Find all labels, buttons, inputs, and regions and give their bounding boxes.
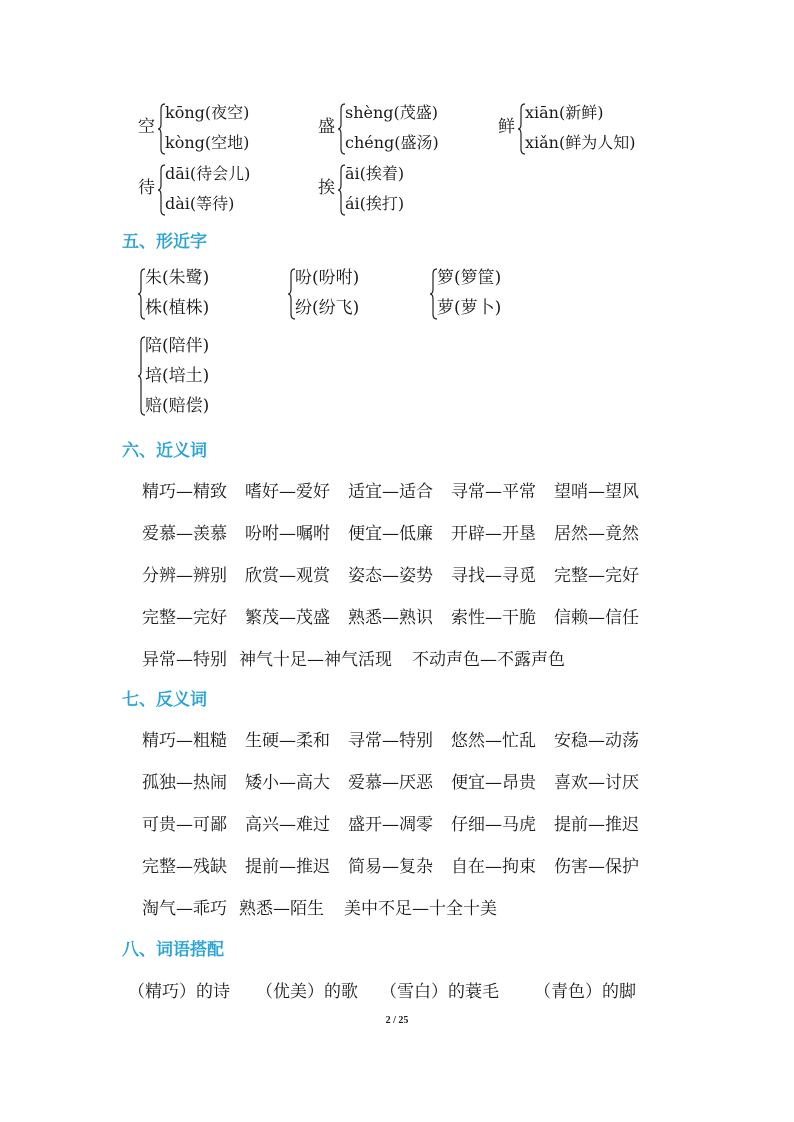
similar-char-item: 萝(萝卜) [437, 298, 502, 318]
synonym-row-item: 便宜—低廉 [348, 524, 433, 544]
antonym-row-item: 安稳—动荡 [554, 731, 639, 751]
similar-char-item: 箩(箩筐) [437, 268, 502, 288]
polyphone-reading: kōng(夜空) [165, 103, 250, 122]
similar-char-item: 株(植株) [145, 298, 210, 318]
synonym-row-item: 神气十足—神气活现 [239, 650, 392, 670]
synonym-row-item: 开辟—开垦 [451, 524, 536, 544]
polyphone-reading: chéng(盛汤) [345, 133, 439, 152]
antonym-row [142, 898, 497, 920]
synonym-row-item: 熟悉—熟识 [348, 608, 433, 628]
section-heading-collocation: 八、词语搭配 [122, 940, 224, 960]
antonym-row-item: 提前—推迟 [245, 857, 330, 877]
polyphone-char: 盛 [318, 117, 335, 137]
antonym-row-item: 精巧—粗糙 [142, 731, 227, 751]
synonym-row [142, 523, 639, 545]
antonym-row-item: 伤害—保护 [554, 857, 639, 877]
synonym-row-item: 完整—完好 [554, 566, 639, 586]
synonym-row-item: 不动声色—不露声色 [412, 650, 565, 670]
page-number: 2 / 25 [385, 1015, 409, 1026]
similar-char-item: 吩(吩咐) [295, 268, 360, 288]
antonym-row-item: 淘气—乖巧 [142, 899, 227, 919]
synonym-row-item: 欣赏—观赏 [245, 566, 330, 586]
similar-char-item: 赔(赔偿) [145, 396, 210, 416]
polyphone-char: 空 [138, 117, 155, 137]
synonym-row-item: 精巧—精致 [142, 482, 227, 502]
synonym-row-item: 寻找—寻觅 [451, 566, 536, 586]
synonym-row-item: 适宜—适合 [348, 482, 433, 502]
synonym-row-item: 望哨—望风 [554, 482, 639, 502]
synonym-row [142, 565, 639, 587]
polyphone-reading: xiǎn(鲜为人知) [525, 133, 636, 152]
synonym-row-item: 吩咐—嘱咐 [245, 524, 330, 544]
polyphone-reading: dāi(待会儿) [165, 164, 251, 183]
polyphone-reading: ái(挨打) [345, 194, 405, 213]
antonym-row-item: 寻常—特别 [348, 731, 433, 751]
collocation-item: （精巧）的诗 [128, 982, 230, 1002]
antonym-row-item: 完整—残缺 [142, 857, 227, 877]
similar-char-item: 纷(纷飞) [295, 298, 360, 318]
synonym-row-item: 异常—特别 [142, 650, 227, 670]
collocation-item: （优美）的歌 [256, 982, 358, 1002]
collocation-item: （雪白）的蓑毛 [380, 982, 499, 1002]
antonym-row-item: 孤独—热闹 [142, 773, 227, 793]
antonym-row-item: 熟悉—陌生 [239, 899, 324, 919]
section-heading-antonyms: 七、反义词 [122, 690, 207, 710]
synonym-row-item: 信赖—信任 [554, 608, 639, 628]
synonym-row-item: 爱慕—羡慕 [142, 524, 227, 544]
antonym-row [142, 772, 639, 794]
antonym-row-item: 喜欢—讨厌 [554, 773, 639, 793]
antonym-row-item: 便宜—昂贵 [451, 773, 536, 793]
antonym-row-item: 简易—复杂 [348, 857, 433, 877]
synonym-row-item: 索性—干脆 [451, 608, 536, 628]
antonym-row [142, 730, 639, 752]
similar-char-item: 朱(朱鹭) [145, 268, 210, 288]
synonym-row-item: 分辨—辨别 [142, 566, 227, 586]
section-heading-similar-chars: 五、形近字 [122, 232, 207, 252]
polyphone-char: 待 [138, 178, 155, 198]
polyphone-char: 挨 [318, 178, 335, 198]
synonym-row-item: 姿态—姿势 [348, 566, 433, 586]
similar-char-item: 培(培土) [145, 366, 210, 386]
antonym-row-item: 生硬—柔和 [245, 731, 330, 751]
section-heading-synonyms: 六、近义词 [122, 441, 207, 461]
synonym-row [142, 607, 639, 629]
polyphone-reading: āi(挨着) [345, 164, 405, 183]
antonym-row-item: 美中不足—十全十美 [344, 899, 497, 919]
synonym-row-item: 完整—完好 [142, 608, 227, 628]
antonym-row-item: 盛开—凋零 [348, 815, 433, 835]
polyphone-reading: kòng(空地) [165, 133, 250, 152]
antonym-row-item: 矮小—高大 [245, 773, 330, 793]
antonym-row-item: 爱慕—厌恶 [348, 773, 433, 793]
antonym-row-item: 仔细—马虎 [451, 815, 536, 835]
antonym-row-item: 可贵—可鄙 [142, 815, 227, 835]
polyphone-reading: shèng(茂盛) [345, 103, 439, 122]
antonym-row-item: 悠然—忙乱 [451, 731, 536, 751]
antonym-row [142, 856, 639, 878]
antonym-row-item: 提前—推迟 [554, 815, 639, 835]
antonym-row [142, 814, 639, 836]
synonym-row-item: 居然—竟然 [554, 524, 639, 544]
antonym-row-item: 自在—拘束 [451, 857, 536, 877]
collocation-row [128, 981, 636, 1003]
polyphone-reading: xiān(新鲜) [525, 103, 604, 122]
polyphone-char: 鲜 [498, 117, 515, 137]
synonym-row-item: 嗜好—爱好 [245, 482, 330, 502]
polyphone-reading: dài(等待) [165, 194, 235, 213]
synonym-row-item: 繁茂—茂盛 [245, 608, 330, 628]
antonym-row-item: 高兴—难过 [245, 815, 330, 835]
similar-char-item: 陪(陪伴) [145, 336, 210, 356]
collocation-item: （青色）的脚 [534, 982, 636, 1002]
synonym-row [142, 481, 639, 503]
synonym-row-item: 寻常—平常 [451, 482, 536, 502]
synonym-row [142, 649, 565, 671]
